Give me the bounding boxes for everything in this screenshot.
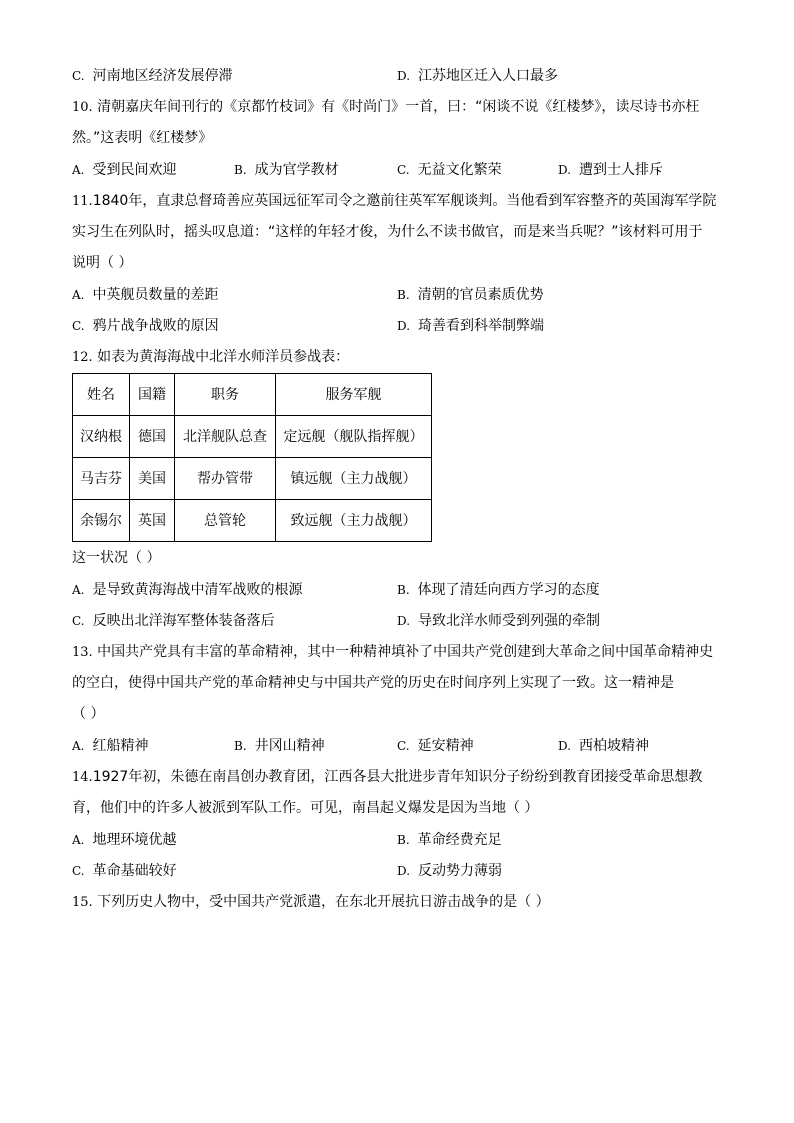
- option-letter: B.: [234, 739, 247, 753]
- table-header-cell: 服务军舰: [276, 374, 432, 416]
- option-letter: D.: [558, 163, 572, 177]
- option-letter: A.: [72, 163, 85, 177]
- q11-option-b[interactable]: [397, 285, 544, 305]
- q10-option-a[interactable]: [72, 160, 176, 180]
- option-letter: C.: [397, 163, 410, 177]
- q12-stem-intro: [72, 347, 349, 368]
- q11-stem-line-3: 说明（ ）: [72, 255, 133, 271]
- question-text: 1840年，直隶总督琦善应英国远征军司令之邀前往英军军舰谈判。当他看到军容整齐的英国海军学院: [92, 193, 717, 209]
- table-header-row: [73, 374, 432, 416]
- table-cell: 马吉芬: [73, 458, 130, 500]
- table-cell: 致远舰（主力战舰）: [276, 500, 432, 542]
- option-text: 江苏地区迁入人口最多: [418, 68, 559, 84]
- q11-options-row-1: [72, 285, 732, 305]
- option-letter: B.: [397, 833, 410, 847]
- q13-options-row: [72, 736, 732, 756]
- q13-stem-line-2: 的空白，使得中国共产党的革命精神史与中国共产党的历史在时间序列上实现了一致。这一精神是: [72, 675, 674, 691]
- table-cell: 镇远舰（主力战舰）: [276, 458, 432, 500]
- option-text: 无益文化繁荣: [417, 162, 502, 178]
- option-text: 中英舰员数量的差距: [92, 287, 219, 303]
- option-text: 清朝的官员素质优势: [417, 287, 544, 303]
- q9-option-c[interactable]: [72, 66, 233, 86]
- q14-options-row-1: [72, 830, 732, 850]
- q13-option-c[interactable]: [397, 736, 474, 756]
- table-cell: 帮办管带: [175, 458, 276, 500]
- q13-option-a[interactable]: [72, 736, 148, 756]
- option-text: 是导致黄海海战中清军战败的根源: [92, 582, 303, 598]
- option-text: 西柏坡精神: [579, 738, 650, 754]
- option-text: 反动势力薄弱: [418, 863, 503, 879]
- option-text: 琦善看到科举制弊端: [418, 318, 545, 334]
- q10-option-c[interactable]: [397, 160, 502, 180]
- question-text: 下列历史人物中，受中国共产党派遣，在东北开展抗日游击战争的是（ ）: [97, 894, 550, 910]
- table-cell: 英国: [130, 500, 175, 542]
- q10-stem-line-2: 然。”这表明《红楼梦》: [72, 130, 213, 146]
- question-text: 清朝嘉庆年间刊行的《京都竹枝词》有《时尚门》一首，曰：“闲谈不说《红楼梦》，读尽诗书亦枉: [97, 99, 700, 115]
- table-cell: 汉纳根: [73, 416, 130, 458]
- option-text: 河南地区经济发展停滞: [92, 68, 233, 84]
- option-letter: B.: [234, 163, 247, 177]
- q14-stem-line-1: [72, 767, 702, 788]
- option-text: 成为官学教材: [254, 162, 339, 178]
- question-number: 14.: [72, 770, 93, 785]
- option-letter: A.: [72, 583, 85, 597]
- option-letter: C.: [72, 319, 85, 333]
- option-letter: C.: [72, 864, 85, 878]
- q11-stem-line-2: 实习生在列队时，摇头叹息道：“这样的年轻才俊，为什么不读书做官，而是来当兵呢？”该材料可用于: [72, 224, 703, 240]
- q13-option-b[interactable]: [234, 736, 325, 756]
- option-text: 井冈山精神: [254, 738, 325, 754]
- option-text: 延安精神: [417, 738, 474, 754]
- question-number: 10.: [72, 100, 93, 115]
- option-letter: C.: [72, 69, 85, 83]
- q10-options-row: [72, 160, 732, 180]
- option-letter: D.: [558, 739, 572, 753]
- option-text: 红船精神: [92, 738, 149, 754]
- question-number: 13.: [72, 645, 93, 660]
- option-text: 革命经费充足: [417, 832, 502, 848]
- q14-option-a[interactable]: [72, 830, 176, 850]
- option-text: 遭到士人排斥: [579, 162, 664, 178]
- table-cell: 美国: [130, 458, 175, 500]
- table-cell: 总管轮: [175, 500, 276, 542]
- q11-option-a[interactable]: [72, 285, 218, 305]
- option-letter: B.: [397, 288, 410, 302]
- q11-option-c[interactable]: [72, 316, 219, 336]
- q14-stem-line-2: 育，他们中的许多人被派到军队工作。可见，南昌起义爆发是因为当地（ ）: [72, 800, 539, 816]
- q12-option-b[interactable]: [397, 580, 600, 600]
- option-letter: D.: [397, 69, 411, 83]
- q12-option-c[interactable]: [72, 611, 275, 631]
- option-letter: A.: [72, 833, 85, 847]
- question-number: 11.: [72, 194, 93, 209]
- q11-option-d[interactable]: [397, 316, 544, 336]
- q13-stem-line-1: [72, 642, 713, 663]
- q15-stem-line-1: [72, 892, 550, 913]
- option-letter: B.: [397, 583, 410, 597]
- q12-option-a[interactable]: [72, 580, 302, 600]
- q12-stem: 这一状况（ ）: [72, 550, 161, 566]
- option-letter: C.: [397, 739, 410, 753]
- table-cell: 北洋舰队总查: [175, 416, 276, 458]
- q10-option-b[interactable]: [234, 160, 339, 180]
- table-header-cell: 职务: [175, 374, 276, 416]
- q14-option-b[interactable]: [397, 830, 502, 850]
- table-row: [73, 500, 432, 542]
- question-text: 如表为黄海海战中北洋水师洋员参战表：: [97, 349, 350, 365]
- option-text: 体现了清廷向西方学习的态度: [417, 582, 600, 598]
- q9-options-row: [72, 66, 732, 86]
- option-text: 鸦片战争战败的原因: [92, 318, 219, 334]
- table-cell: 德国: [130, 416, 175, 458]
- q10-option-d[interactable]: [558, 160, 663, 180]
- table-cell: 余锡尔: [73, 500, 130, 542]
- table-row: [73, 458, 432, 500]
- question-text: 1927年初，朱德在南昌创办教育团，江西各县大批进步青年知识分子纷纷到教育团接受革命思想教: [92, 769, 703, 785]
- option-letter: A.: [72, 739, 85, 753]
- q9-option-d[interactable]: [397, 66, 558, 86]
- option-text: 导致北洋水师受到列强的牵制: [418, 613, 601, 629]
- q10-stem-line-1: [72, 97, 699, 118]
- option-text: 地理环境优越: [92, 832, 177, 848]
- q13-option-d[interactable]: [558, 736, 649, 756]
- q14-options-row-2: [72, 861, 732, 881]
- table-cell: 定远舰（舰队指挥舰）: [276, 416, 432, 458]
- option-letter: D.: [397, 614, 411, 628]
- q11-options-row-2: [72, 316, 732, 336]
- option-letter: D.: [397, 864, 411, 878]
- question-number: 12.: [72, 350, 93, 365]
- option-text: 革命基础较好: [92, 863, 177, 879]
- foreign-staff-table: [72, 373, 432, 542]
- option-letter: A.: [72, 288, 85, 302]
- option-text: 反映出北洋海军整体装备落后: [92, 613, 275, 629]
- q11-stem-line-1: [72, 191, 716, 212]
- q14-option-d[interactable]: [397, 861, 502, 881]
- table-header-cell: 姓名: [73, 374, 130, 416]
- q12-options-row-1: [72, 580, 732, 600]
- q13-stem-line-3: （ ）: [72, 706, 105, 722]
- table-header-cell: 国籍: [130, 374, 175, 416]
- q12-option-d[interactable]: [397, 611, 600, 631]
- q14-option-c[interactable]: [72, 861, 177, 881]
- option-letter: C.: [72, 614, 85, 628]
- q12-options-row-2: [72, 611, 732, 631]
- option-letter: D.: [397, 319, 411, 333]
- question-text: 中国共产党具有丰富的革命精神，其中一种精神填补了中国共产党创建到大革命之间中国革命精神史: [97, 644, 714, 660]
- option-text: 受到民间欢迎: [92, 162, 177, 178]
- question-number: 15.: [72, 895, 93, 910]
- table-row: [73, 416, 432, 458]
